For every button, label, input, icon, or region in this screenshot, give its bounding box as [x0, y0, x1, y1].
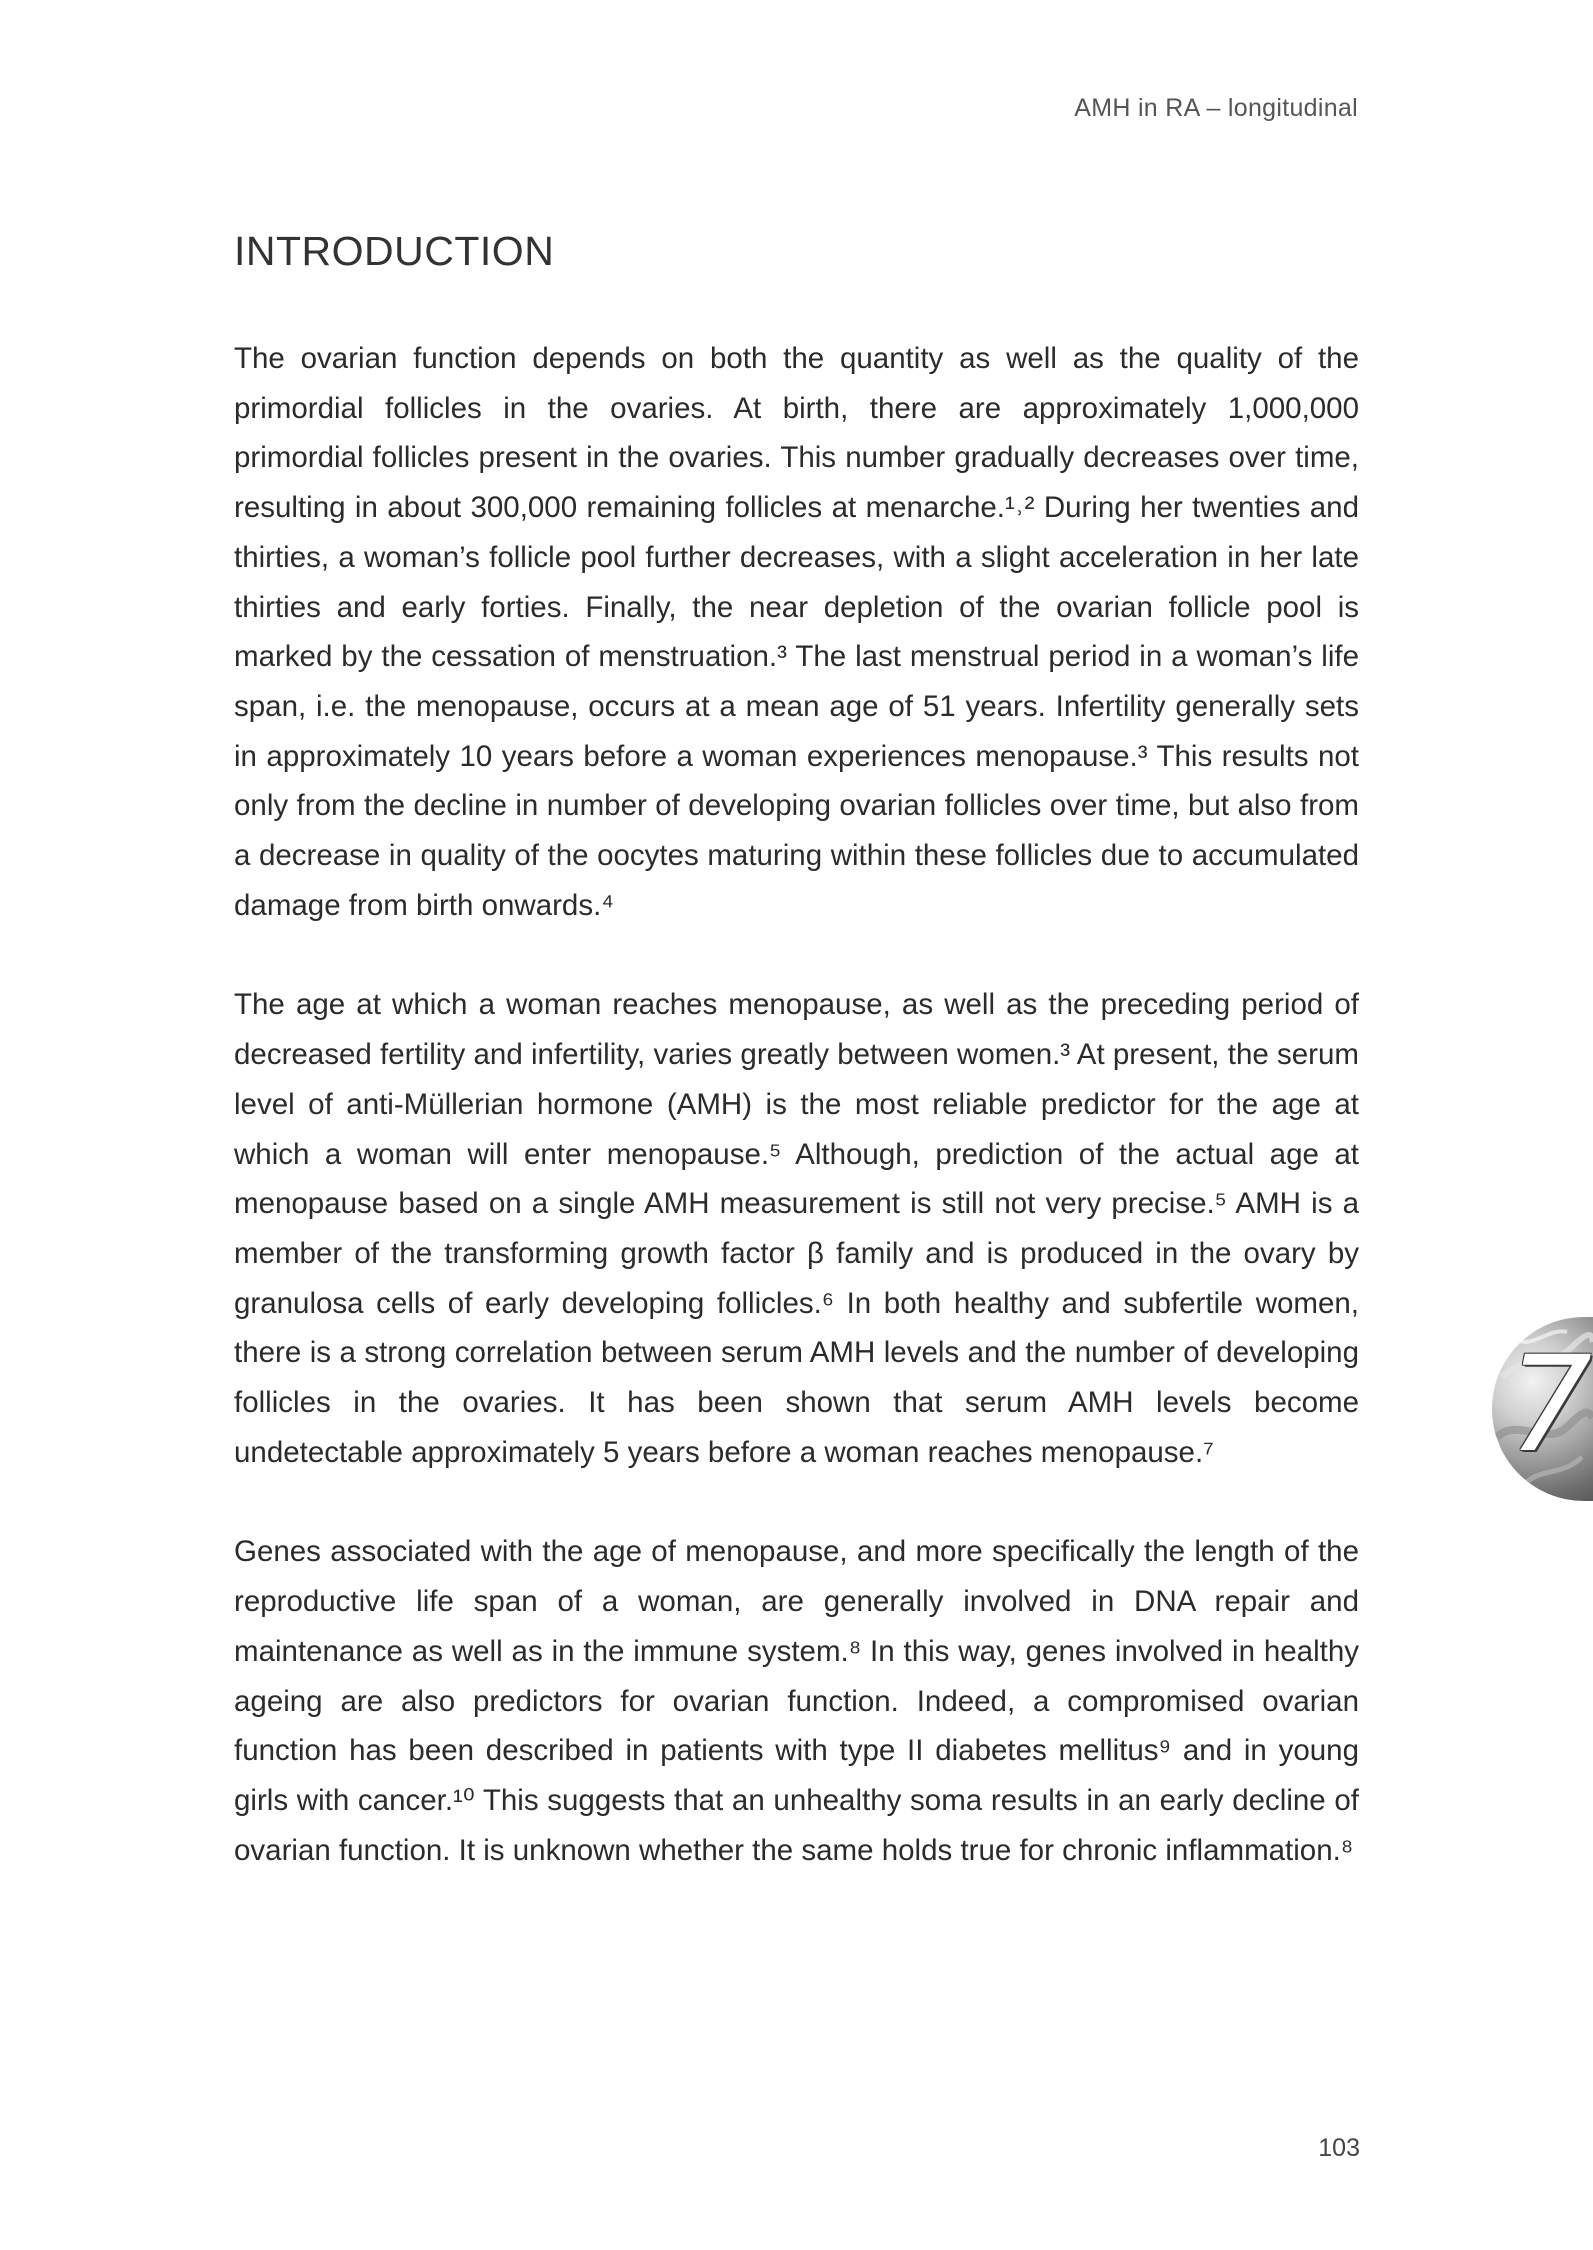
chapter-number: 7 — [1508, 1328, 1592, 1482]
page-number: 103 — [1318, 2134, 1360, 2162]
body-text — [234, 334, 1359, 1875]
paragraph-1: The ovarian function depends on both the quantity as well as the quality of the primordial follicles in the ovaries. At birth, there are approximately 1,000,000 primordial follicles present in the ovaries. This number gradually decreases over time, resulting in about 300,000 remaining follicles at menarche.¹˒² During her twenties and thirties, a woman’s follicle pool further decreases, with a slight acceleration in her late thirties and early forties. Finally, the near depletion of the ovarian follicle pool is marked by the cessation of menstruation.³ The last menstrual period in a woman’s life span, i.e. the menopause, occurs at a mean age of 51 years. Infertility generally sets in approximately 10 years before a woman experiences menopause.³ This results not only from the decline in number of developing ovarian follicles over time, but also from a decrease in quality of the oocytes maturing within these follicles due to accumulated damage from birth onwards.⁴ — [234, 342, 1359, 922]
running-head: AMH in RA – longitudinal — [1074, 94, 1358, 122]
section-heading: INTRODUCTION — [234, 228, 555, 274]
paragraph-3: Genes associated with the age of menopause, and more specifically the length of the reproductive life span of a woman, are generally involved in DNA repair and maintenance as well as in the immune system.⁸ In this way, genes involved in healthy ageing are also predictors for ovarian function. Indeed, a compromised ovarian function has been described in patients with type II diabetes mellitus⁹ and in young girls with cancer.¹⁰ This suggests that an unhealthy soma results in an early decline of ovarian function. It is unknown whether the same holds true for chronic inflammation.⁸ — [234, 1535, 1359, 1867]
chapter-tab — [1492, 1317, 1593, 1501]
paragraph-2: The age at which a woman reaches menopause, as well as the preceding period of decreased fertility and infertility, varies greatly between women.³ At present, the serum level of anti-Müllerian hormone (AMH) is the most reliable predictor for the age at which a woman will enter menopause.⁵ Although, prediction of the actual age at menopause based on a single AMH measurement is still not very precise.⁵ AMH is a member of the transforming growth factor β family and is produced in the ovary by granulosa cells of early developing follicles.⁶ In both healthy and subfertile women, there is a strong correlation between serum AMH levels and the number of developing follicles in the ovaries. It has been shown that serum AMH levels become undetectable approximately 5 years before a woman reaches menopause.⁷ — [234, 988, 1359, 1469]
